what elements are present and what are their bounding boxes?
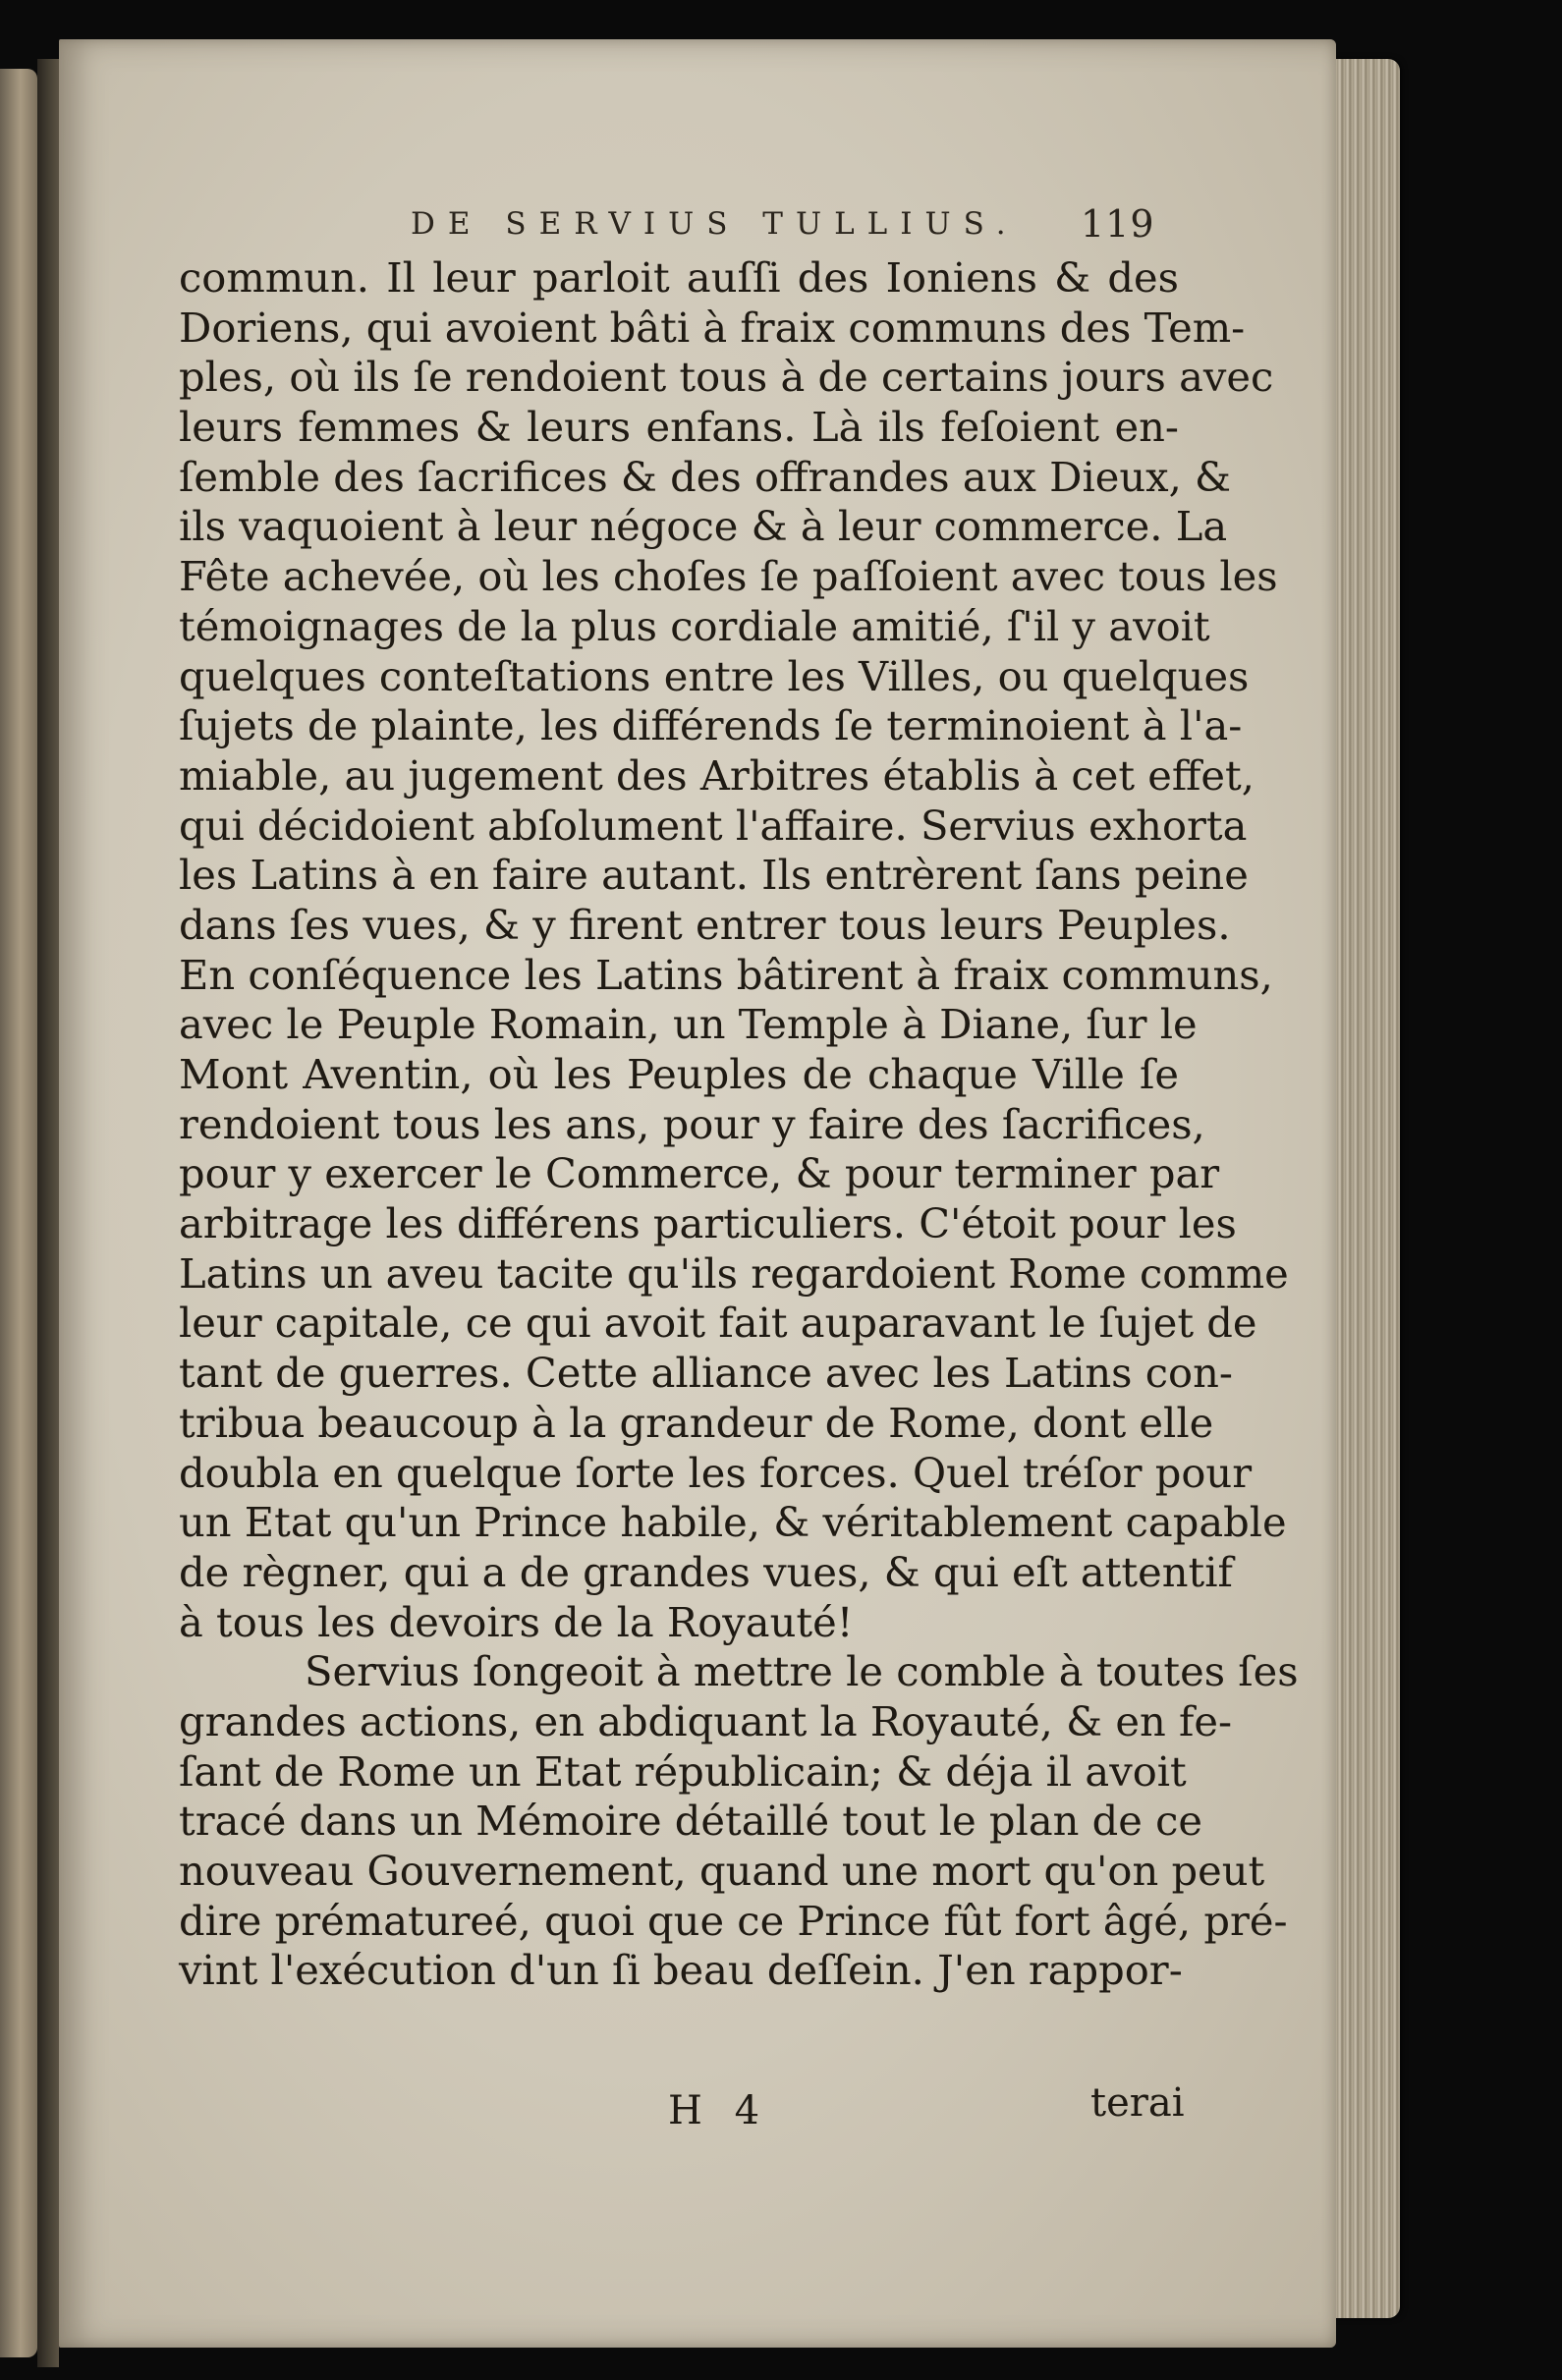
text-line: les Latins à en faire autant. Ils entrèrent ſans peine — [179, 851, 1249, 900]
text-line: grandes actions, en abdiquant la Royauté, & en fe- — [179, 1696, 1233, 1745]
text-line: dans ſes vues, & y firent entrer tous leurs Peuples. — [179, 900, 1231, 949]
text-line: ils vaquoient à leur négoce & à leur commerce. La — [179, 502, 1228, 551]
text-line: tracé dans un Mémoire détaillé tout le plan de ce — [179, 1797, 1203, 1846]
text-line: avec le Peuple Romain, un Temple à Diane, ſur le — [179, 1000, 1198, 1049]
signature-mark: H 4 — [668, 2088, 770, 2133]
text-line: vint l'exécution d'un ſi beau deſſein. J'en rappor- — [179, 1946, 1183, 1995]
text-line: Latins un aveu tacite qu'ils regardoient Rome comme — [179, 1248, 1289, 1298]
running-head-title: DE SERVIUS TULLIUS. — [411, 206, 1019, 242]
text-line: pour y exercer le Commerce, & pour terminer par — [179, 1149, 1220, 1198]
text-line: arbitrage les différens particuliers. C'étoit pour les — [179, 1199, 1237, 1248]
text-line: Fête achevée, où les choſes ſe paſſoient avec tous les — [179, 552, 1278, 601]
text-line: ples, où ils ſe rendoient tous à de certains jours avec — [179, 353, 1274, 402]
text-line: témoignages de la plus cordiale amitié, ſ'il y avoit — [179, 601, 1210, 650]
text-line: qui décidoient abſolument l'affaire. Servius exhorta — [179, 801, 1248, 850]
text-line: Mont Aventin, où les Peuples de chaque Ville ſe — [179, 1050, 1179, 1098]
text-line: ſujets de plainte, les différends ſe terminoient à l'a- — [179, 701, 1243, 750]
text-line: ſemble des ſacrifices & des offrandes aux Dieux, & — [179, 452, 1232, 501]
text-line: quelques conteſtations entre les Villes, ou quelques — [179, 651, 1250, 700]
text-line: tant de guerres. Cette alliance avec les Latins con- — [179, 1349, 1233, 1398]
paragraph-start-line: Servius ſongeoit à mettre le comble à toutes ſes — [305, 1647, 1299, 1696]
text-line: rendoient tous les ans, pour y faire des ſacrifices, — [179, 1099, 1205, 1148]
text-line: leur capitale, ce qui avoit fait auparavant le ſujet de — [179, 1299, 1257, 1348]
book-gutter — [37, 59, 59, 2367]
text-line: Doriens, qui avoient bâti à fraix communs des Tem- — [179, 303, 1246, 352]
page-footer — [0, 2080, 1562, 2147]
page-number: 119 — [1081, 202, 1155, 246]
text-line: ſant de Rome un Etat républicain; & déja il avoit — [179, 1746, 1187, 1796]
facing-page-edge — [0, 69, 37, 2357]
text-line: à tous les devoirs de la Royauté! — [179, 1597, 854, 1646]
text-line: un Etat qu'un Prince habile, & véritablement capable — [179, 1498, 1287, 1547]
catchword: terai — [1090, 2080, 1185, 2126]
text-line: tribua beaucoup à la grandeur de Rome, dont elle — [179, 1398, 1214, 1447]
running-head — [0, 202, 1562, 255]
text-line: dire prématureé, quoi que ce Prince fût fort âgé, pré- — [179, 1896, 1288, 1945]
text-line: leurs femmes & leurs enfans. Là ils feſoient en- — [179, 403, 1179, 452]
text-line: doubla en quelque ſorte les forces. Quel tréſor pour — [179, 1448, 1253, 1497]
text-line: de règner, qui a de grandes vues, & qui eſt attentif — [179, 1547, 1233, 1596]
body-text — [179, 253, 1299, 1996]
text-line: miable, au jugement des Arbitres établis à cet effet, — [179, 750, 1255, 800]
text-line: nouveau Gouvernement, quand une mort qu'on peut — [179, 1847, 1265, 1895]
text-line: En conſéquence les Latins bâtirent à fraix communs, — [179, 950, 1273, 999]
text-line: commun. Il leur parloit auſſi des Ioniens & des — [179, 253, 1179, 302]
